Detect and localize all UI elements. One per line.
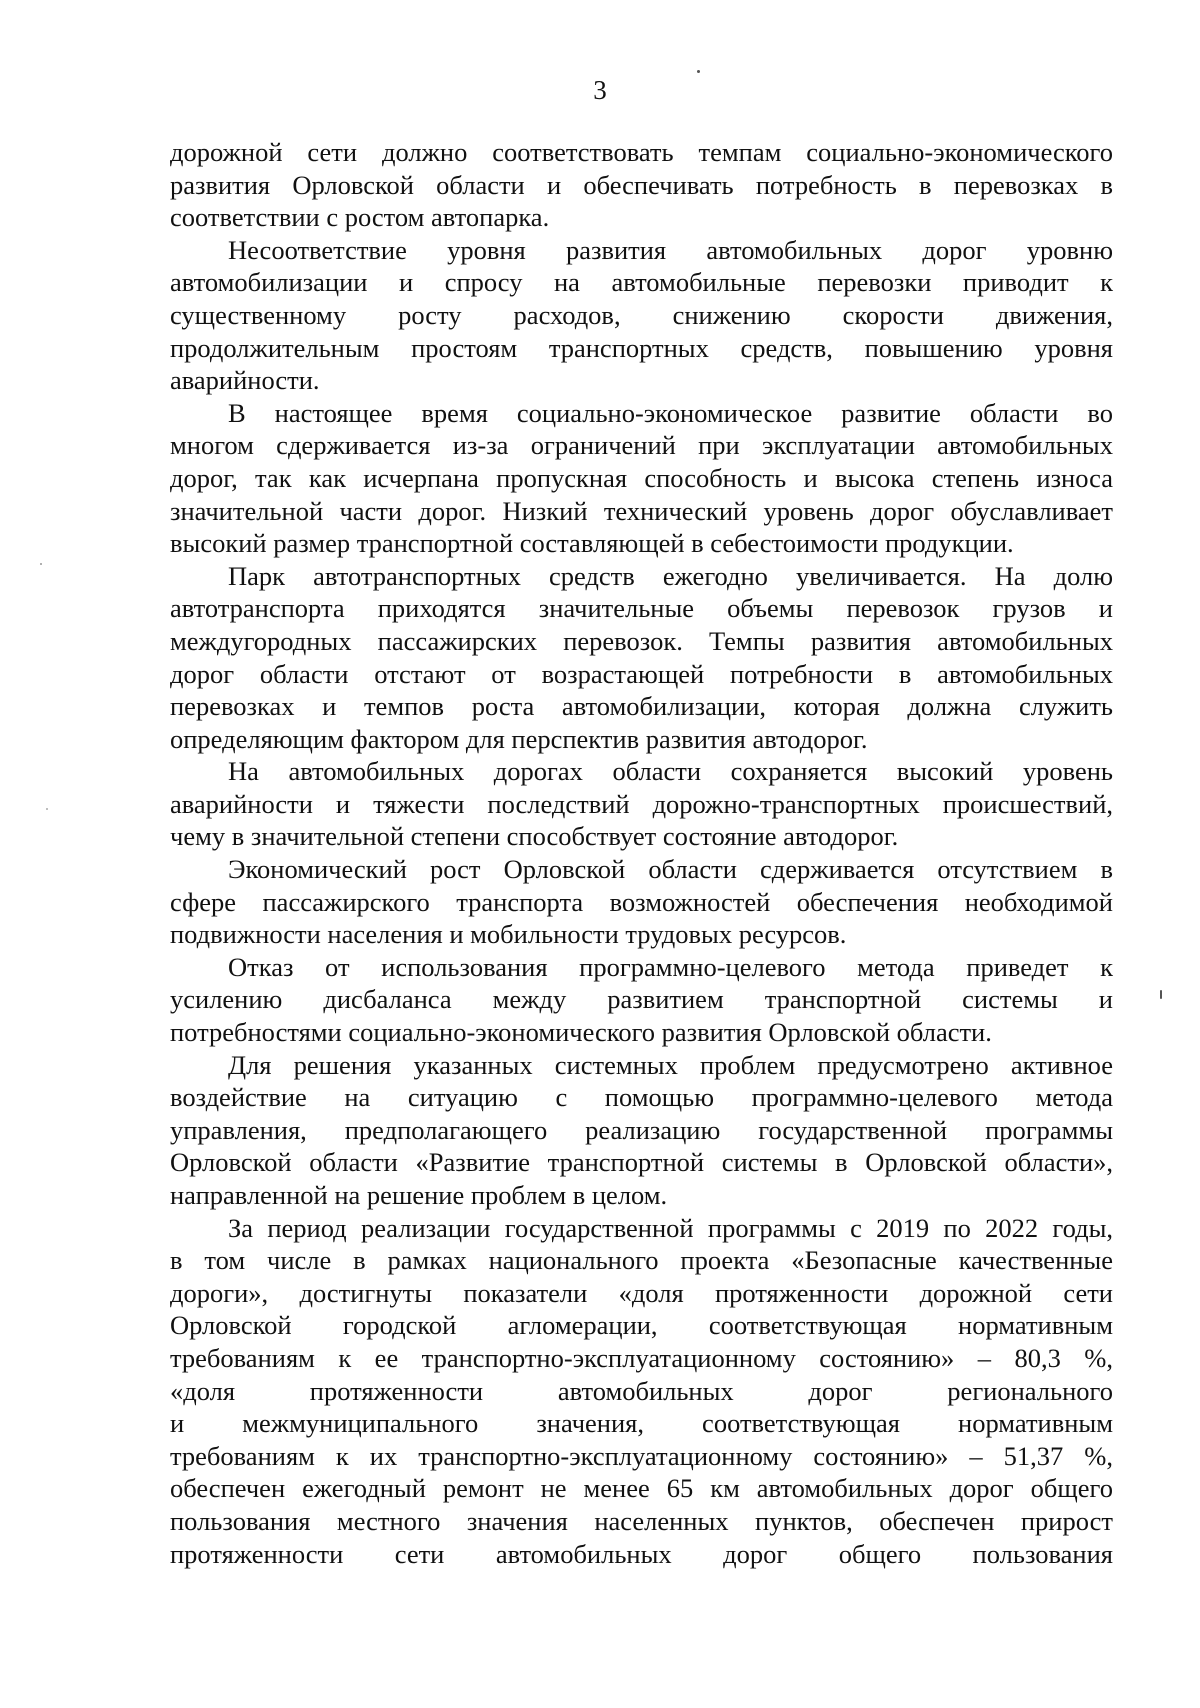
text-line: протяженности сети автомобильных дорог общего пользования: [170, 1538, 1113, 1569]
text-line: Отказ от использования программно-целевого метода приведет к: [228, 951, 1113, 982]
scan-speck: [46, 808, 48, 810]
text-line: Орловской городской агломерации, соответствующая нормативным: [170, 1310, 1113, 1341]
text-line: продолжительным простоям транспортных средств, повышению уровня: [170, 332, 1113, 363]
paragraph: [170, 1049, 1113, 1212]
text-line: определяющим фактором для перспектив развития автодорог.: [170, 723, 868, 754]
paragraph: [170, 136, 1113, 234]
text-line: сфере пассажирского транспорта возможностей обеспечения необходимой: [170, 886, 1113, 917]
text-line: подвижности населения и мобильности трудовых ресурсов.: [170, 919, 847, 950]
text-line: чему в значительной степени способствует состояние автодорог.: [170, 821, 899, 852]
text-line: дорог области отстают от возрастающей потребности в автомобильных: [170, 658, 1113, 689]
paragraph: [170, 560, 1113, 756]
text-line: управления, предполагающего реализацию государственной программы: [170, 1114, 1113, 1145]
page-number: 3: [593, 75, 607, 105]
text-line: в том числе в рамках национального проекта «Безопасные качественные: [170, 1245, 1113, 1276]
text-line: направленной на решение проблем в целом.: [170, 1180, 668, 1210]
text-line: Орловской области «Развитие транспортной системы в Орловской области»,: [170, 1147, 1113, 1178]
text-line: аварийности.: [170, 365, 320, 396]
text-line: существенному росту расходов, снижению скорости движения,: [170, 299, 1113, 330]
text-line: Для решения указанных системных проблем предусмотрено активное: [228, 1049, 1113, 1080]
paragraph: [170, 1212, 1113, 1571]
text-line: междугородных пассажирских перевозок. Темпы развития автомобильных: [170, 625, 1113, 656]
text-line: обеспечен ежегодный ремонт не менее 65 км автомобильных дорог общего: [170, 1473, 1113, 1504]
text-line: автотранспорта приходятся значительные объемы перевозок грузов и: [170, 593, 1113, 624]
text-line: За период реализации государственной программы с 2019 по 2022 годы,: [228, 1212, 1113, 1243]
text-line: требованиям к их транспортно-эксплуатационному состоянию» – 51,37 %,: [170, 1440, 1113, 1471]
text-line: перевозках и темпов роста автомобилизации, которая должна служить: [170, 691, 1113, 722]
text-line: Парк автотранспортных средств ежегодно увеличивается. На долю: [228, 560, 1113, 591]
scan-speck: [40, 563, 42, 565]
text-line: На автомобильных дорогах области сохраняется высокий уровень: [228, 756, 1113, 787]
text-line: пользования местного значения населенных пунктов, обеспечен прирост: [170, 1505, 1113, 1536]
text-line: автомобилизации и спросу на автомобильные перевозки приводит к: [170, 267, 1113, 298]
text-line: потребностями социально-экономического развития Орловской области.: [170, 1017, 992, 1048]
text-line: воздействие на ситуацию с помощью программно-целевого метода: [170, 1082, 1113, 1113]
text-line: усилению дисбаланса между развитием транспортной системы и: [170, 984, 1113, 1015]
text-line: развития Орловской области и обеспечивать потребность в перевозках в: [170, 169, 1113, 200]
text-line: дорог, так как исчерпана пропускная способность и высока степень износа: [170, 462, 1113, 493]
text-line: «доля протяженности автомобильных дорог регионального: [170, 1375, 1113, 1406]
text-line: и межмуниципального значения, соответствующая нормативным: [170, 1408, 1113, 1439]
text-line: требованиям к ее транспортно-эксплуатационному состоянию» – 80,3 %,: [170, 1342, 1113, 1373]
paragraph: [170, 853, 1113, 951]
paragraph: [170, 755, 1113, 853]
text-line: В настоящее время социально-экономическое развитие области во: [228, 397, 1113, 428]
text-line: высокий размер транспортной составляющей в себестоимости продукции.: [170, 528, 1014, 559]
text-line: дороги», достигнуты показатели «доля протяженности дорожной сети: [170, 1277, 1113, 1308]
scan-speck: [1160, 990, 1162, 999]
document-body: [170, 136, 1113, 1570]
text-line: значительной части дорог. Низкий технический уровень дорог обуславливает: [170, 495, 1113, 526]
text-line: Экономический рост Орловской области сдерживается отсутствием в: [228, 854, 1113, 885]
text-line: дорожной сети должно соответствовать темпам социально-экономического: [170, 137, 1113, 167]
text-line: Несоответствие уровня развития автомобильных дорог уровню: [228, 234, 1113, 265]
paragraph: [170, 234, 1113, 397]
paragraph: [170, 951, 1113, 1049]
text-line: соответствии с ростом автопарка.: [170, 202, 550, 233]
text-line: аварийности и тяжести последствий дорожно-транспортных происшествий,: [170, 788, 1113, 819]
paragraph: [170, 397, 1113, 560]
text-line: многом сдерживается из-за ограничений при эксплуатации автомобильных: [170, 430, 1113, 461]
scan-speck: [697, 70, 700, 73]
